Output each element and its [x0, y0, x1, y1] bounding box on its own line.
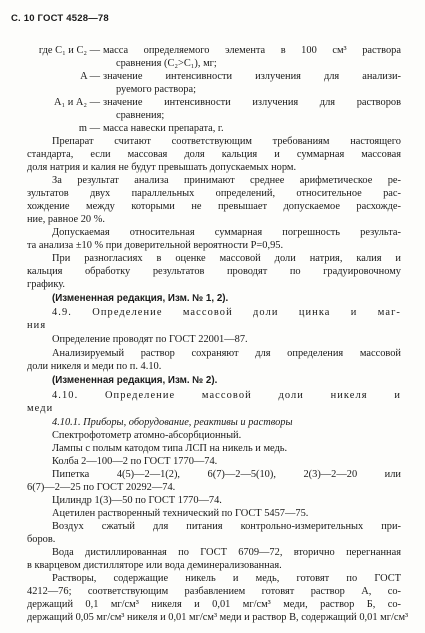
list-item: Ацетилен растворенный технический по ГОСТ 5457—75.	[52, 508, 309, 519]
list-item: Цилиндр 1(3)—50 по ГОСТ 1770—74.	[52, 495, 222, 506]
def-desc: масса определяемого элемента в 100 см³ раствора	[103, 45, 401, 56]
section-heading: 4.10. Определение массовой доли никеля и	[52, 390, 401, 401]
def-term: где C₁ и C₂ —	[38, 45, 100, 56]
list-item: Вода дистиллированная по ГОСТ 6709—72, вторично перегнанная	[52, 547, 401, 558]
list-item: Лампы с полым катодом типа ЛСП на никель и медь.	[52, 443, 288, 454]
paragraph-line: хождение между которыми не превышает допускаемое расхожде-	[27, 201, 401, 212]
paragraph-line: При разногласиях в оценке массовой доли натрия, калия и	[52, 253, 401, 264]
def-desc: руемого раствора;	[116, 84, 196, 95]
paragraph-line: Растворы, содержащие никель и медь, готовят по ГОСТ	[52, 573, 401, 584]
list-item: боров.	[27, 534, 56, 545]
amendment-note: (Измененная редакция, Изм. № 1, 2).	[52, 293, 229, 304]
paragraph-line: зультатов двух параллельных определений, относительное рас-	[27, 188, 401, 199]
def-desc: сравнения (C₂>C₁), мг;	[116, 58, 217, 69]
list-item: Спектрофотометр атомно-абсорбционный.	[52, 430, 242, 441]
paragraph-line: Определение проводят по ГОСТ 22001—87.	[52, 334, 248, 345]
section-heading: ния	[27, 320, 47, 331]
list-item: Колба 2—100—2 по ГОСТ 1770—74.	[52, 456, 218, 467]
paragraph-line: Допускаемая относительная суммарная погрешность результа-	[52, 227, 401, 238]
paragraph-line: Анализируемый раствор сохраняют для определения массовой	[52, 348, 401, 359]
paragraph-line: ние, равное 20 %.	[27, 214, 105, 225]
paragraph-line: доли никеля и меди по п. 4.10.	[27, 361, 162, 372]
list-item: 6(7)—2—25 по ГОСТ 20292—74.	[27, 482, 176, 493]
def-desc: значение интенсивности излучения для растворов	[103, 97, 401, 108]
list-item: Пипетка 4(5)—2—1(2), 6(7)—2—5(10), 2(3)—2—20 или	[52, 469, 401, 480]
def-desc: сравнения;	[116, 110, 165, 121]
def-term: A₁ и A₂ —	[54, 97, 100, 108]
def-term: m —	[78, 123, 100, 134]
paragraph-line: та анализа ±10 % при доверительной вероятности P=0,95.	[27, 240, 284, 251]
list-item: в кварцевом дистилляторе или вода деминерализованная.	[27, 560, 282, 571]
paragraph-line: кальция обработку результатов проводят по градуировочному	[27, 266, 401, 277]
subsection-heading: 4.10.1. Приборы, оборудование, реактивы и растворы	[52, 417, 293, 428]
def-desc: значение интенсивности излучения для анализи-	[103, 71, 401, 82]
paragraph-line: За результат анализа принимают среднее арифметическое ре-	[52, 175, 401, 186]
page-header: С. 10 ГОСТ 4528—78	[11, 13, 109, 24]
def-desc: масса навески препарата, г.	[103, 123, 224, 134]
paragraph-line: доля натрия и калия не будут превышать допускаемых норм.	[27, 162, 297, 173]
amendment-note: (Измененная редакция, Изм. № 2).	[52, 375, 218, 386]
paragraph-line: графику.	[27, 279, 66, 290]
section-heading: 4.9. Определение массовой доли цинка и маг-	[52, 307, 401, 318]
paragraph-line: Препарат считают соответствующим требованиям настоящего	[52, 136, 401, 147]
section-heading: меди	[27, 403, 54, 414]
list-item: Воздух сжатый для питания контрольно-измерительных при-	[52, 521, 401, 532]
def-term: A —	[80, 71, 100, 82]
paragraph-line: стандарта, если массовая доля кальция и суммарная массовая	[27, 149, 401, 160]
paragraph-line: 4212—76; соответствующим разбавлением готовят раствор А, со-	[27, 586, 401, 597]
paragraph-line: держащий 0,1 мг/см³ никеля и 0,01 мг/см³ меди, раствор Б, со-	[27, 599, 401, 610]
paragraph-line: держащий 0,05 мг/см³ никеля и 0,01 мг/см³ меди и раствор В, содержащий 0,01 мг/см³	[27, 612, 409, 623]
